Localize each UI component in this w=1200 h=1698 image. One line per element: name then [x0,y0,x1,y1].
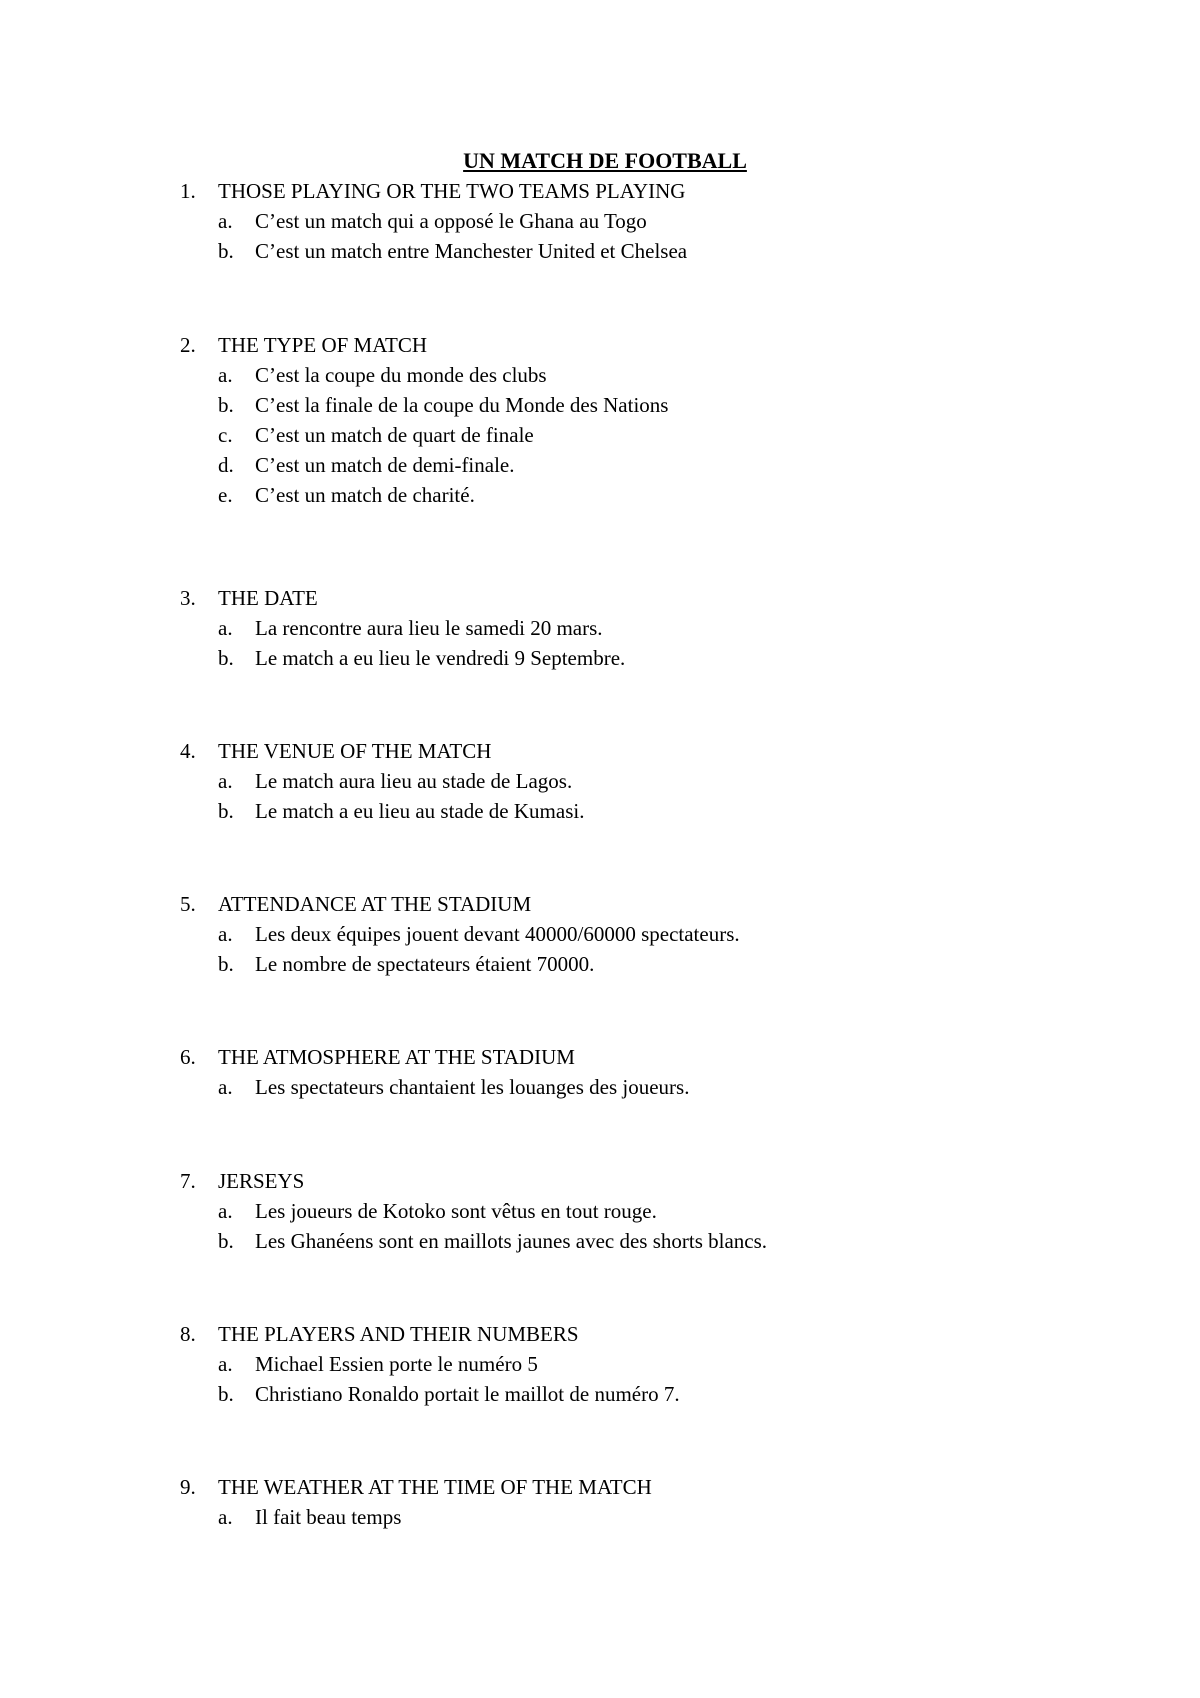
section-heading-text: THE PLAYERS AND THEIR NUMBERS [218,1322,579,1346]
document-title: UN MATCH DE FOOTBALL [463,148,747,173]
item-letter: a. [218,616,233,640]
section-heading [180,889,1160,919]
section-heading [180,176,1160,206]
list-item [180,1502,1160,1532]
section-heading-text: THE DATE [218,586,318,610]
item-text: Le match a eu lieu le vendredi 9 Septembre. [255,646,626,670]
section-number: 9. [180,1475,196,1499]
item-text: Le match aura lieu au stade de Lagos. [255,769,573,793]
section-heading [180,1319,1160,1349]
item-letter: b. [218,1229,234,1253]
section-heading-text: THE VENUE OF THE MATCH [218,739,492,763]
list-item [180,1379,1160,1409]
section-heading [180,330,1160,360]
section-number: 3. [180,586,196,610]
section-number: 8. [180,1322,196,1346]
item-letter: a. [218,1075,233,1099]
section-1 [180,176,1160,266]
list-item [180,1072,1160,1102]
section-number: 4. [180,739,196,763]
item-text: Les spectateurs chantaient les louanges des joueurs. [255,1075,690,1099]
section-number: 2. [180,333,196,357]
item-letter: b. [218,239,234,263]
section-heading [180,1472,1160,1502]
section-4 [180,736,1160,826]
item-letter: b. [218,646,234,670]
list-item [180,613,1160,643]
section-heading-text: ATTENDANCE AT THE STADIUM [218,892,532,916]
item-letter: a. [218,363,233,387]
item-letter: b. [218,393,234,417]
list-item [180,1226,1160,1256]
item-letter: a. [218,1352,233,1376]
item-text: Christiano Ronaldo portait le maillot de numéro 7. [255,1382,680,1406]
list-item [180,480,1160,510]
section-heading-text: THE TYPE OF MATCH [218,333,428,357]
list-item [180,450,1160,480]
section-5 [180,889,1160,979]
list-item [180,420,1160,450]
section-heading-text: THE ATMOSPHERE AT THE STADIUM [218,1045,575,1069]
section-3 [180,583,1160,673]
item-text: Il fait beau temps [255,1505,402,1529]
item-text: C’est un match qui a opposé le Ghana au Togo [255,209,647,233]
list-item [180,390,1160,420]
section-number: 7. [180,1169,196,1193]
section-heading [180,1166,1160,1196]
item-text: C’est la finale de la coupe du Monde des Nations [255,393,669,417]
item-text: C’est un match de charité. [255,483,475,507]
item-text: Les deux équipes jouent devant 40000/60000 spectateurs. [255,922,740,946]
section-number: 6. [180,1045,196,1069]
section-8 [180,1319,1160,1409]
list-item [180,1349,1160,1379]
item-text: Les Ghanéens sont en maillots jaunes avec des shorts blancs. [255,1229,768,1253]
list-item [180,766,1160,796]
item-letter: b. [218,1382,234,1406]
item-letter: a. [218,209,233,233]
list-item [180,236,1160,266]
item-text: C’est un match entre Manchester United et Chelsea [255,239,688,263]
item-text: Le match a eu lieu au stade de Kumasi. [255,799,585,823]
section-number: 1. [180,179,196,203]
item-letter: a. [218,1199,233,1223]
item-text: Michael Essien porte le numéro 5 [255,1352,538,1376]
item-letter: e. [218,483,233,507]
item-letter: c. [218,423,233,447]
section-number: 5. [180,892,196,916]
section-heading [180,1042,1160,1072]
section-2 [180,330,1160,510]
section-heading-text: THOSE PLAYING OR THE TWO TEAMS PLAYING [218,179,686,203]
item-letter: a. [218,1505,233,1529]
section-heading-text: THE WEATHER AT THE TIME OF THE MATCH [218,1475,652,1499]
item-letter: b. [218,952,234,976]
item-text: C’est un match de quart de finale [255,423,534,447]
item-letter: a. [218,922,233,946]
section-7 [180,1166,1160,1256]
list-item [180,360,1160,390]
item-text: Les joueurs de Kotoko sont vêtus en tout rouge. [255,1199,657,1223]
list-item [180,919,1160,949]
section-heading-text: JERSEYS [218,1169,305,1193]
section-heading [180,583,1160,613]
item-letter: a. [218,769,233,793]
list-item [180,643,1160,673]
section-6 [180,1042,1160,1102]
item-text: C’est la coupe du monde des clubs [255,363,547,387]
item-letter: d. [218,453,234,477]
section-heading [180,736,1160,766]
list-item [180,949,1160,979]
list-item [180,1196,1160,1226]
section-9 [180,1472,1160,1532]
item-letter: b. [218,799,234,823]
item-text: La rencontre aura lieu le samedi 20 mars. [255,616,603,640]
list-item [180,206,1160,236]
list-item [180,796,1160,826]
item-text: Le nombre de spectateurs étaient 70000. [255,952,595,976]
item-text: C’est un match de demi-finale. [255,453,515,477]
